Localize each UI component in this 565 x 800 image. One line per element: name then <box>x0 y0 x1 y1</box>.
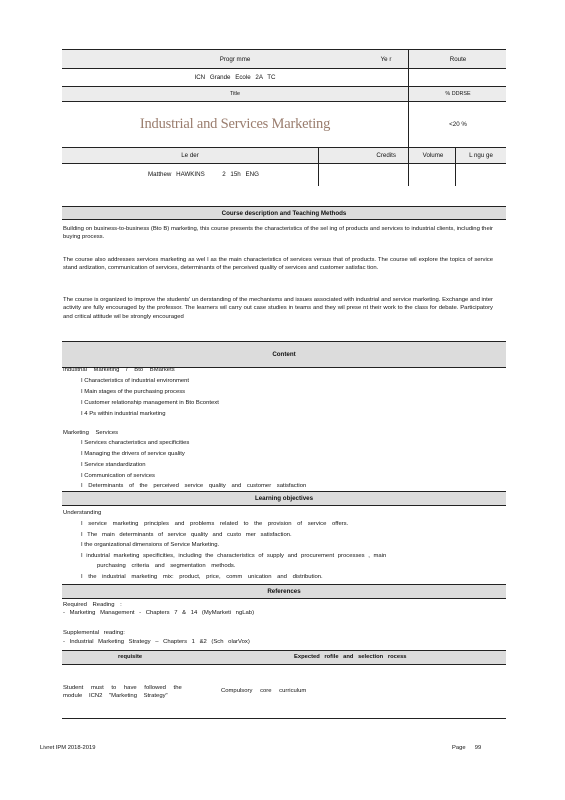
prerequisites-heading: requisite <box>118 654 143 660</box>
list-item: purchasing criteria and segmentation methods. <box>97 563 236 569</box>
content-heading: Content <box>62 341 506 368</box>
list-item: I Characteristics of industrial environment <box>81 377 189 385</box>
page-label: Page <box>452 745 466 751</box>
list-item: I Communication of services <box>81 472 155 480</box>
description-paragraph-2: The course also addresses services marketing as wel l as the main characteristics of services versus that of products. The course wil explore the topics of service stand ardization, communication of services, determinants of the perceived quality of services and customer satisfac tion. <box>63 257 493 272</box>
route-label: Route <box>449 55 467 63</box>
leader-value: Matthew HAWKINS <box>148 171 205 178</box>
list-item: I Managing the drivers of service quality <box>81 450 185 458</box>
divider <box>455 148 456 186</box>
list-item: I the industrial marketing mix: product, price, comm unication and distribution. <box>81 573 323 581</box>
description-paragraph-1: Building on business-to-business (Bto B) marketing, this course presents the characteristics of the sel ing of products and services to industrial clients, including their buying process. <box>63 226 493 241</box>
content-group-2-title: Marketing Services <box>63 430 119 436</box>
objectives-heading: Learning objectives <box>62 491 506 506</box>
ects-value: <20 % <box>449 121 467 128</box>
required-reading-label: Required Reading : <box>63 602 122 608</box>
programme-value: ICN Grande Ecole 2A TC <box>194 74 276 81</box>
section-bottom-rule <box>62 718 506 719</box>
footer-booklet-label: Livret IPM 2018-2019 <box>40 745 96 751</box>
volume-value: 15h <box>230 171 241 178</box>
ects-label: % DDRSE <box>445 91 471 97</box>
profile-heading: Expected rofile and selection rocess <box>294 654 407 660</box>
content-group-1-title: Industrial Marketing / Bto BMarkets <box>63 367 175 373</box>
list-item: I Main stages of the purchasing process <box>81 388 185 396</box>
year-label: Ye r <box>380 55 392 63</box>
prerequisite-text-2: module ICN2 "Marketing Strategy" <box>63 693 168 699</box>
description-heading: Course description and Teaching Methods <box>62 206 506 220</box>
references-heading: References <box>62 584 506 599</box>
required-reading-item: - Marketing Management - Chapters 7 & 14 (MyMarketi ngLab) <box>63 610 255 616</box>
list-item: I industrial marketing specificities, including the characteristics of supply and procurement processes , main <box>81 552 493 560</box>
divider <box>318 148 319 186</box>
credits-label: Credits <box>376 152 396 159</box>
list-item: I Customer relationship management in Bto Bcontext <box>81 399 219 407</box>
page-number: 99 <box>474 745 482 751</box>
volume-label: Volume <box>422 152 444 159</box>
list-item: I the organizational dimensions of Service Marketing. <box>81 541 219 549</box>
list-item: I The main determinants of service quality and custo mer satisfaction. <box>81 531 292 539</box>
prerequisite-text-1: Student must to have followed the <box>63 685 182 691</box>
prerequisites-header <box>62 650 506 665</box>
list-item: I service marketing principles and problems related to the provision of service offers. <box>81 520 348 528</box>
divider <box>408 50 409 186</box>
credits-value: 2 <box>222 171 226 178</box>
course-title: Industrial and Services Marketing <box>139 116 331 132</box>
list-item: I 4 Ps within industrial marketing <box>81 410 165 418</box>
programme-label: Progr mme <box>219 55 251 63</box>
supplemental-reading-label: Supplemental reading: <box>63 630 125 636</box>
list-item: I Service standardization <box>81 461 146 469</box>
course-header-table <box>62 49 506 186</box>
list-item: I Determinants of the perceived service quality and customer satisfaction <box>81 482 306 490</box>
objectives-intro: Understanding <box>63 510 102 516</box>
language-label: L ngu ge <box>469 152 493 159</box>
compulsory-text: Compulsory core curriculum <box>221 688 307 694</box>
footer-page-number <box>452 744 481 752</box>
list-item: I Services characteristics and specificities <box>81 439 189 447</box>
title-label: Title <box>230 91 240 97</box>
leader-label: Le der <box>181 152 199 159</box>
description-paragraph-3: The course is organized to improve the students' un derstanding of the mechanisms and issues associated with industrial and service marketing. Exchange and inter activity are fully encouraged by the professor. The learners wil carry out case studies in teams and they wil prese nt their work to the class for debate. Participatory and critical attitude wil be strongly encouraged <box>63 297 493 320</box>
language-value: ENG <box>245 171 259 178</box>
supplemental-reading-item: - Industrial Marketing Strategy – Chapters 1 &2 (Sch olarVox) <box>63 639 250 645</box>
